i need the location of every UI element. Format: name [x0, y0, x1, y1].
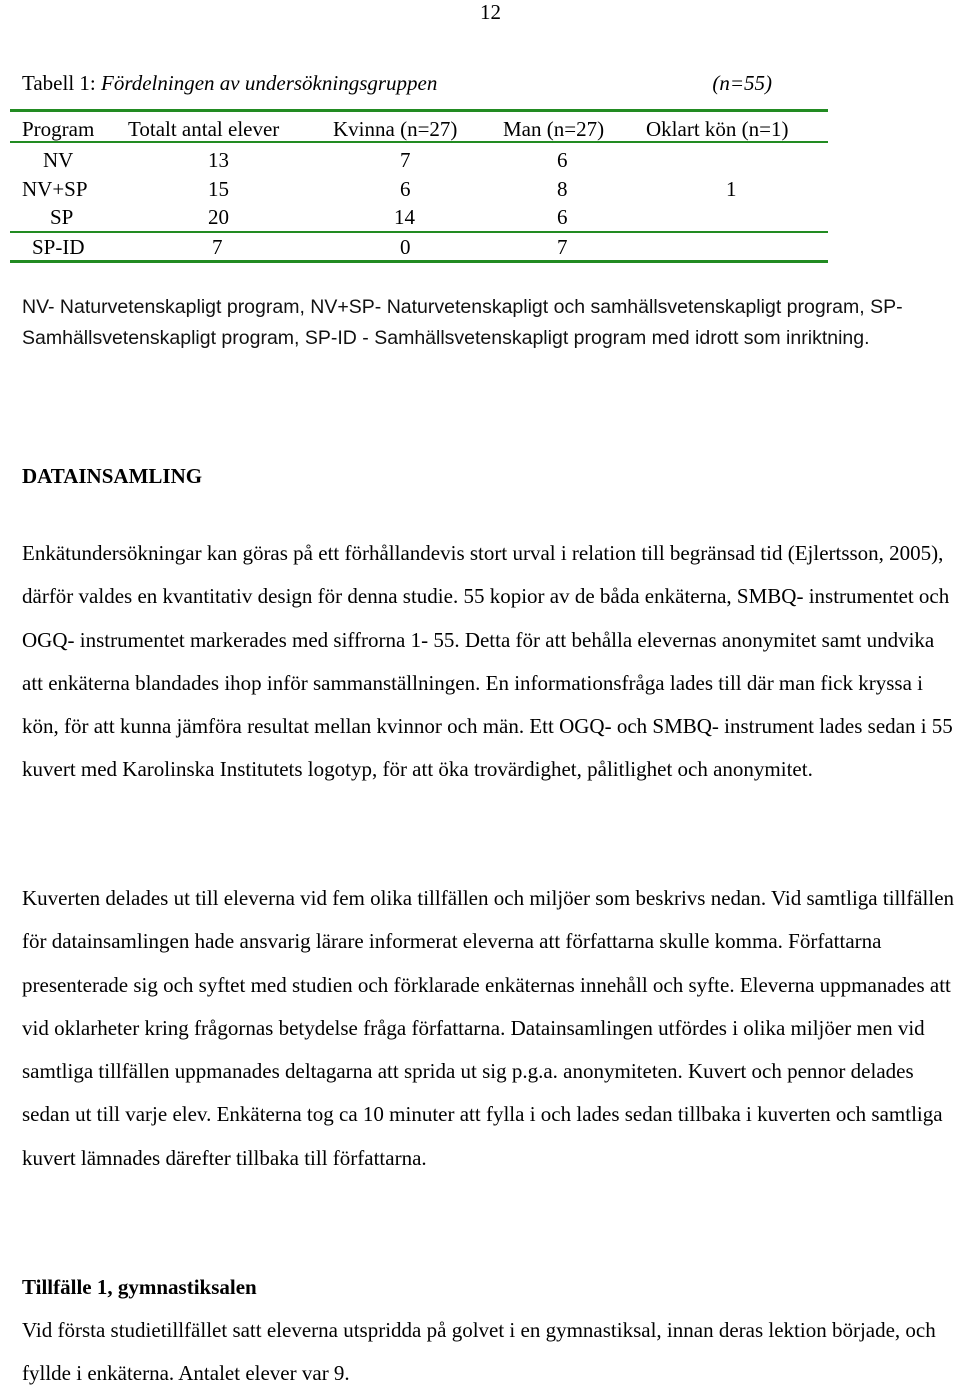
section-heading-tillfalle-1: Tillfälle 1, gymnastiksalen [22, 1275, 257, 1299]
table-cell-male: 8 [557, 177, 568, 201]
table-caption-title: Fördelningen av undersökningsgruppen [101, 71, 438, 95]
table-cell-female: 7 [400, 148, 411, 172]
table-header-male: Man (n=27) [503, 117, 605, 141]
table-cell-female: 14 [394, 205, 415, 229]
table-cell-total: 13 [208, 148, 229, 172]
table-cell-male: 7 [557, 235, 568, 259]
table-cell-total: 7 [212, 235, 223, 259]
table-cell-female: 6 [400, 177, 411, 201]
table-cell-total: 20 [208, 205, 229, 229]
table-rule-bottom [10, 260, 828, 263]
table-header-unknown: Oklart kön (n=1) [646, 117, 789, 141]
table-caption [22, 70, 772, 96]
table-cell-total: 15 [208, 177, 229, 201]
page-number: 12 [480, 0, 501, 24]
table-rule-separator [10, 231, 828, 233]
table-header-female: Kvinna (n=27) [333, 117, 458, 141]
table-cell-female: 0 [400, 235, 411, 259]
table-header-program: Program [22, 117, 95, 141]
table-cell-program: NV [43, 148, 74, 172]
table-rule-header [10, 141, 828, 143]
table-cell-unknown: 1 [726, 177, 737, 201]
table-cell-program: SP [50, 205, 74, 229]
section-heading-datainsamling: DATAINSAMLING [22, 464, 203, 488]
paragraph-kuverten: Kuverten delades ut till eleverna vid fem olika tillfällen och miljöer som beskrivs nedan. Vid samtliga tillfällen för datainsamlingen hade ansvarig lärare informerat eleverna att författarna skulle komma. Författarna presenterade sig och syftet med studien och förklarade enkäternas innehåll och syfte. Eleverna uppmanades att vid oklarheter kring frågornas betydelse fråga författarna. Datainsamlingen utfördes i olika miljöer men vid samtliga tillfällen uppmanades deltagarna att sprida ut sig p.g.a. anonymiteten. Kuvert och pennor delades sedan ut till varje elev. Enkäterna tog ca 10 minuter att fylla i och lades sedan tillbaka i kuverten och samtliga kuvert lämnades därefter tillbaka till författarna. [22, 886, 955, 1170]
table-cell-male: 6 [557, 148, 568, 172]
table-legend: NV- Naturvetenskapligt program, NV+SP- Naturvetenskapligt och samhällsvetenskapligt program, SP- Samhällsvetenskapligt program, SP-ID - Samhällsvetenskapligt program med idrott som inriktning. [22, 296, 903, 349]
table-rule-top [10, 109, 828, 112]
table-caption-label: Tabell 1: [22, 71, 96, 95]
table-cell-program: NV+SP [22, 177, 88, 201]
paragraph-enkatundersokningar: Enkätundersökningar kan göras på ett förhållandevis stort urval i relation till begränsad tid (Ejlertsson, 2005), därför valdes en kvantitativ design för denna studie. 55 kopior av de båda enkäterna, SMBQ- instrumentet och OGQ- instrumentet markerades med siffrorna 1- 55. Detta för att behålla elevernas anonymitet samt undvika att enkäterna blandades ihop inför sammanställningen. En informationsfråga lades till där man fick kryssa i kön, för att kunna jämföra resultat mellan kvinnor och män. Ett OGQ- och SMBQ- instrument lades sedan i 55 kuvert med Karolinska Institutets logotyp, för att öka trovärdighet, pålitlighet och anonymitet. [22, 541, 953, 782]
table-cell-male: 6 [557, 205, 568, 229]
paragraph-tillfalle-1: Vid första studietillfället satt eleverna utspridda på golvet i en gymnastiksal, innan deras lektion började, och fyllde i enkäterna. Antalet elever var 9. [22, 1318, 936, 1386]
table-cell-program: SP-ID [32, 235, 85, 259]
table-caption-n: (n=55) [712, 71, 772, 95]
table-header-total: Totalt antal elever [128, 117, 280, 141]
